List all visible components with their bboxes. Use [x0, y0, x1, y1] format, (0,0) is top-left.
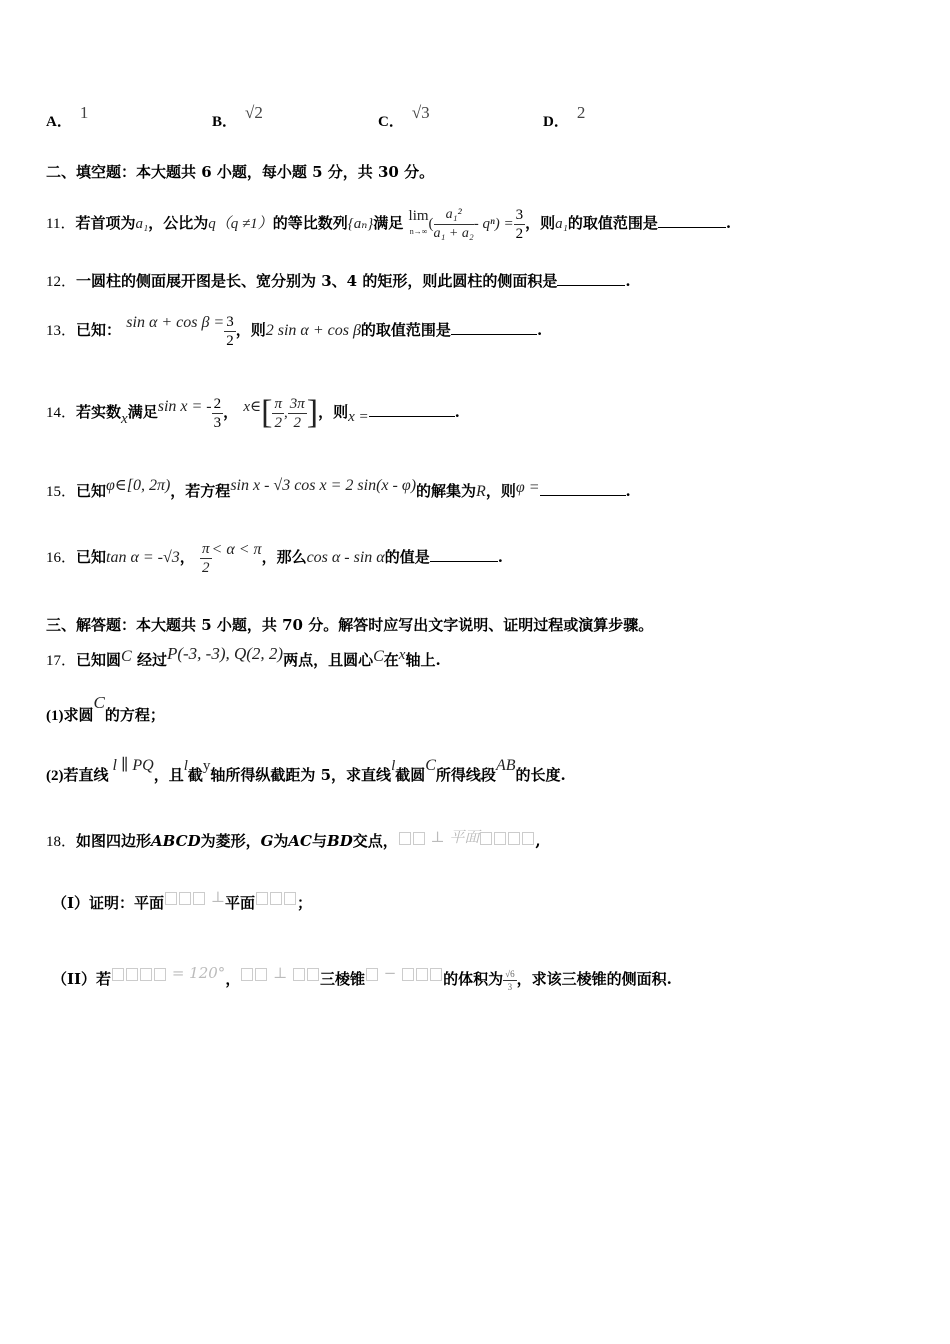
question-12 [46, 271, 631, 292]
q18p2-faint-pyramid [365, 964, 443, 982]
q11-denominator: a₁ + a₂ [433, 225, 474, 241]
q15-end: . [625, 482, 631, 500]
q17p2-text-3: 截 [187, 766, 203, 784]
q14-interval-right [288, 395, 307, 432]
q15-expr: sin x - √3 cos x = 2 sin(x - φ) [230, 477, 417, 494]
q18p2-faint-angle [111, 964, 225, 982]
option-c [378, 103, 430, 131]
q17p2-text-7: 的长度. [515, 766, 566, 784]
q18-abcd: ABCD [151, 832, 201, 850]
q11-lim: lim [408, 208, 429, 224]
q17p2-text-2: ，且 [153, 766, 184, 784]
q17-text-4: 在 [383, 651, 399, 669]
q15-phi-range: φ∈[0, 2π) [106, 477, 171, 494]
q18-text-4: 与 [312, 832, 328, 850]
q17p2-C: C [425, 757, 436, 774]
q17p2-AB: AB [495, 757, 516, 774]
option-c-label: C． [378, 114, 404, 130]
q11-sequence: {aₙ} [347, 216, 374, 232]
q18p2-faint-perp [240, 964, 320, 982]
q15-text-1: 已知 [76, 482, 107, 500]
q18p1-label: （I） [52, 894, 90, 912]
q18p2-text-1: 若 [96, 970, 112, 988]
q18p2-label: （II） [52, 970, 97, 988]
q16-text-2: ，那么 [261, 548, 307, 566]
q18p2-dash: − [383, 964, 397, 982]
q11-text-4: 满足 [373, 214, 404, 232]
q17-text-5: 轴上. [405, 651, 441, 669]
q16-fraction [200, 540, 212, 577]
q17p2-y: y [202, 758, 211, 774]
option-a-label: A． [46, 114, 72, 130]
q16-expr2: cos α - sin α [306, 549, 385, 566]
q14-frac-den: 3 [213, 414, 222, 431]
q18p1-faint-2 [255, 888, 297, 906]
q17p2-text-6: 所得线段 [435, 766, 496, 784]
q11-q: q [208, 216, 216, 232]
q14-expr: sin x = - [157, 398, 212, 415]
q14-text-3: ，则 [318, 403, 349, 421]
q18p2-comma: ， [225, 970, 241, 988]
q11-rhs-num: 3 [515, 206, 524, 223]
q12-answer-blank[interactable] [557, 271, 625, 286]
question-17-part-1 [46, 693, 165, 731]
option-a-value: 1 [79, 103, 89, 122]
question-18 [46, 828, 541, 855]
q16-text-1: 已知 [76, 548, 107, 566]
q15-phieq: φ = [515, 479, 540, 496]
q13-answer-blank[interactable] [451, 320, 537, 335]
q14-i2-num: 3π [289, 395, 305, 412]
option-d-value: 2 [576, 103, 586, 122]
option-a [46, 103, 89, 131]
q12-end: . [625, 272, 631, 290]
q18p2-vol-num: √6 [505, 968, 515, 979]
q14-end: . [454, 403, 460, 421]
section2-title: 二、填空题：本大题共 6 小题，每小题 5 分，共 30 分。 [46, 163, 435, 181]
q14-answer-blank[interactable] [369, 402, 455, 417]
question-18-part-2 [52, 962, 672, 996]
q16-inequality: < α < π [211, 541, 262, 558]
q17p2-text-5: 截圆 [395, 766, 426, 784]
q15-text-3: 的解集为 [416, 482, 477, 500]
q18-end: , [535, 832, 541, 850]
q14-i1-num: π [274, 395, 282, 412]
q11-fraction [434, 206, 474, 243]
q18p1-end: ； [296, 894, 312, 912]
q13-text-3: 的取值范围是 [360, 321, 451, 339]
q16-answer-blank[interactable] [430, 547, 498, 562]
q11-a1-again: a₁ [555, 216, 568, 232]
q18p1-text-1: 证明：平面 [89, 894, 165, 912]
q16-frac-num: π [202, 540, 210, 557]
q17p1-text-2: 的方程； [104, 706, 165, 724]
q11-text-1: 若首项为 [75, 214, 136, 232]
q14-xin: x∈ [243, 399, 262, 415]
q11-answer-blank[interactable] [658, 213, 726, 228]
q14-x: x [121, 411, 128, 427]
q11-text-3: 的等比数列 [272, 214, 348, 232]
q18-g: G [260, 832, 274, 850]
q18-ac: AC [288, 832, 312, 850]
q13-end: . [536, 321, 543, 339]
q18p2-angle: = 120° [171, 964, 226, 982]
q17p2-label: (2) [46, 768, 64, 784]
q18p2-text-3: 的体积为 [443, 970, 504, 988]
q18p1-faint-1 [164, 888, 225, 906]
q11-condition: （q ≠1） [215, 216, 273, 232]
q14-interval-left [272, 395, 284, 432]
q16-end: . [497, 548, 503, 566]
question-16 [46, 536, 503, 579]
q11-lim-sub: n→∞ [409, 227, 428, 236]
q14-i2-den: 2 [293, 414, 301, 431]
q13-number: 13． [46, 323, 77, 339]
q17-number: 17． [46, 653, 77, 669]
q18p2-perp: ⊥ [273, 964, 288, 982]
q16-number: 16． [46, 550, 77, 566]
q17-text-2: 经过 [136, 651, 167, 669]
q13-expr: sin α + cos β = [126, 314, 225, 331]
option-d [543, 103, 586, 131]
q13-rhs-den: 2 [226, 332, 234, 349]
q17p2-text-4: 轴所得纵截距为 5，求直线 [210, 766, 392, 784]
q15-text-2: ，若方程 [170, 482, 231, 500]
q11-end: . [725, 214, 732, 232]
q18p2-volume [503, 968, 516, 993]
q11-rhs [514, 206, 526, 243]
q14-text-1: 若实数 [76, 403, 122, 421]
q18-text-5: 交点， [352, 832, 398, 850]
q16-comma: ， [179, 548, 195, 566]
q15-number: 15． [46, 484, 77, 500]
q17-text-1: 已知圆 [76, 651, 122, 669]
q11-text-5: ，则 [525, 214, 556, 232]
q14-fraction [212, 395, 224, 432]
q11-text-2: ，公比为 [148, 214, 209, 232]
q18-bd: BD [327, 832, 353, 850]
q18p2-text-4: ，求该三棱锥的侧面积. [516, 970, 672, 988]
q13-expr2: 2 sin α + cos β [265, 322, 361, 339]
q17p1-label: (1) [46, 708, 64, 724]
q18-number: 18． [46, 834, 77, 850]
q17-text-3: 两点，且圆心 [283, 651, 374, 669]
q14-text-2: 满足 [127, 403, 158, 421]
q17-C2: C [373, 648, 384, 665]
q17p2-l: l [183, 758, 188, 774]
q11-text-6: 的取值范围是 [567, 214, 658, 232]
q18p1-text-2: 平面 [224, 894, 255, 912]
q18-faint-formula [398, 828, 536, 846]
q18p2-text-2: 三棱锥 [320, 970, 366, 988]
option-b-label: B． [212, 114, 238, 130]
q16-frac-den: 2 [202, 559, 210, 576]
question-17-part-2 [46, 757, 566, 791]
q13-rhs-num: 3 [226, 313, 234, 330]
q17p2-l2: l [391, 758, 396, 774]
q13-text-1: 已知： [76, 321, 122, 339]
question-18-part-1 [52, 890, 312, 916]
question-13 [46, 310, 542, 351]
q11-a1: a₁ [135, 216, 149, 232]
q17p1-C: C [93, 693, 105, 712]
option-c-value: √3 [411, 103, 430, 122]
q18-text-2: 为菱形， [200, 832, 261, 850]
q14-xeq: x = [348, 409, 369, 425]
q15-answer-blank[interactable] [540, 481, 626, 496]
option-b-value: √2 [245, 103, 263, 122]
q11-numerator: a₁² [434, 206, 474, 225]
question-15 [46, 476, 631, 507]
q17-x: x [398, 647, 406, 663]
q13-text-2: ，则 [235, 321, 266, 339]
q18p1-perp: ⊥ [210, 888, 225, 906]
q18-faint-text: ⊥ 平面 [430, 828, 480, 846]
q16-expr: tan α = -√3 [106, 549, 180, 566]
q11-limit [409, 209, 429, 239]
option-b [212, 103, 263, 131]
q12-text: 一圆柱的侧面展开图是长、宽分别为 3、4 的矩形，则此圆柱的侧面积是 [76, 272, 558, 290]
q14-comma: ， [223, 403, 239, 421]
q17p2-text-1: 若直线 [63, 766, 109, 784]
q14-number: 14． [46, 405, 77, 421]
q17p1-text-1: 求圆 [63, 706, 94, 724]
q17-C: C [121, 648, 132, 665]
q13-rhs [224, 313, 236, 350]
option-d-label: D． [543, 114, 569, 130]
q17p2-condition: l ∥ PQ [112, 757, 154, 774]
q15-text-4: ，则 [485, 482, 516, 500]
q14-frac-num: 2 [213, 395, 222, 412]
question-17 [46, 645, 441, 676]
q11-number: 11． [46, 216, 76, 232]
q11-minus-q: - qⁿ) = [473, 216, 514, 232]
section3-title: 三、解答题：本大题共 5 小题，共 70 分。解答时应写出文字说明、证明过程或演算步骤。 [46, 616, 654, 634]
q17-points: P(-3, -3), Q(2, 2) [166, 644, 284, 663]
question-11: 11．若首项为a₁，公比为q（q ≠1）的等比数列{aₙ}满足 lim n→∞( $\frac{\text{a₁²}}{\text{a₁ + a₂}}$ - qⁿ) = $\frac{3}{2}$ ，则a₁的取值范围是 . [46, 206, 732, 242]
q18-text-1: 如图四边形 [76, 832, 152, 850]
q14-i1-den: 2 [274, 414, 282, 431]
q12-number: 12． [46, 274, 77, 290]
question-14: 14．若实数x满足sin x = - $\frac{2}{3}$ ， x∈[ $\frac{\pi}{2}$ , $\frac{3\pi}{2}$ ]，则x = . [46, 394, 460, 431]
q11-rhs-den: 2 [515, 225, 524, 242]
q18p2-vol-den: 3 [507, 981, 513, 992]
q18-text-3: 为 [273, 832, 289, 850]
q16-text-3: 的值是 [384, 548, 430, 566]
q15-R: R [476, 483, 486, 500]
